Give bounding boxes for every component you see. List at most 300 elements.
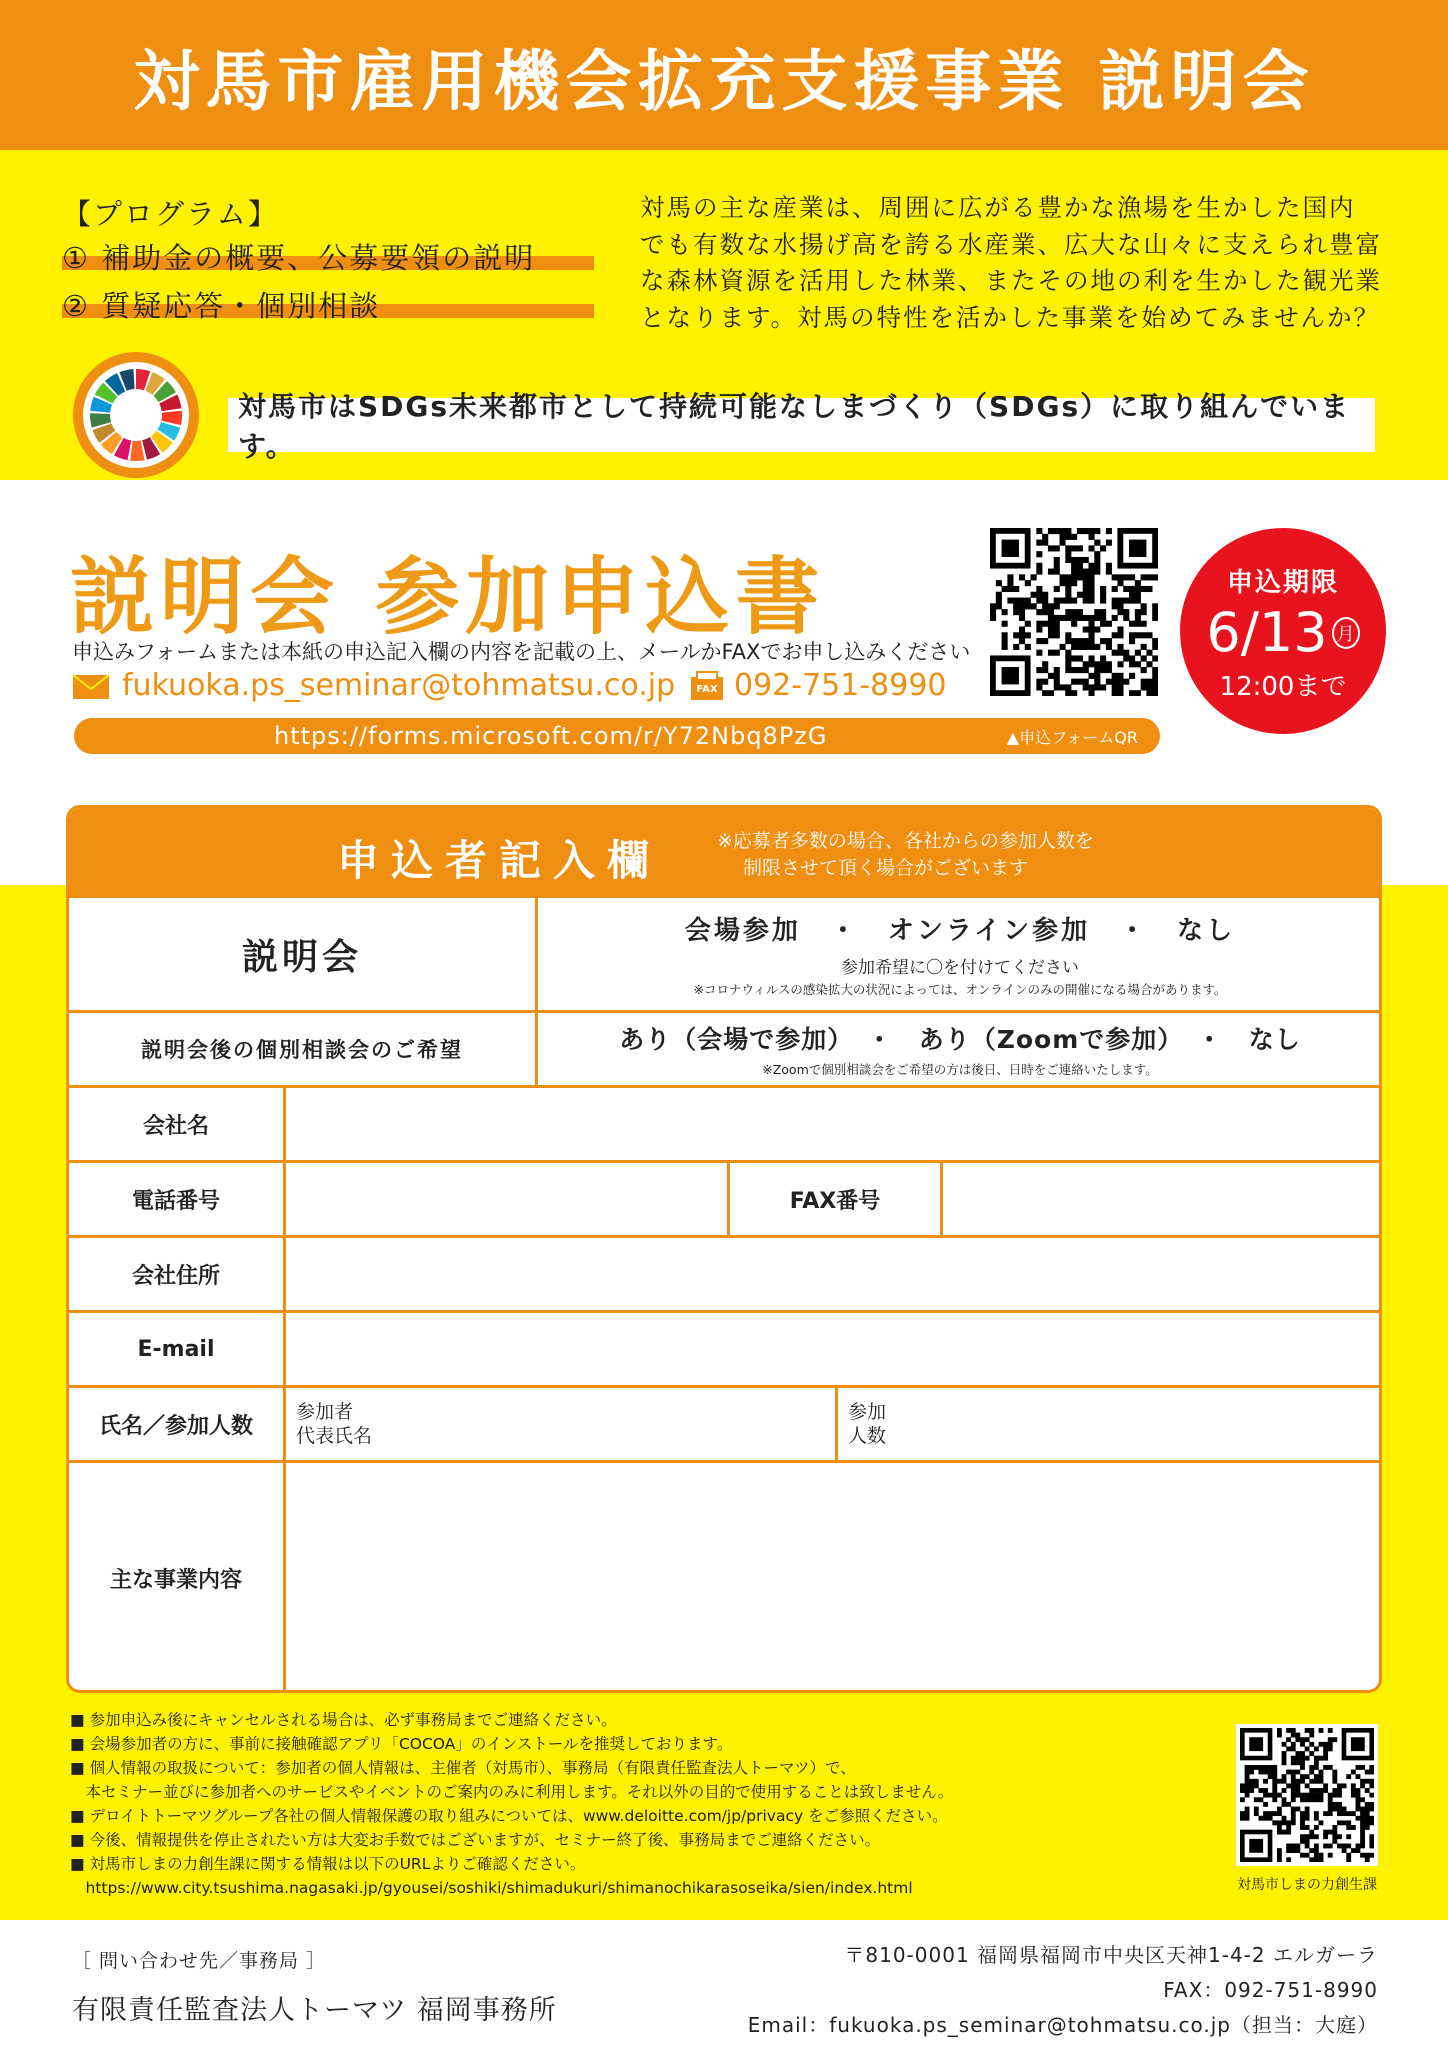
qr-finder [1249,1737,1263,1751]
qr-module [1360,1797,1365,1802]
qr-module [1328,1742,1333,1747]
qr-module [1305,1844,1310,1849]
qr-module [1300,1756,1305,1761]
qr-module [1019,603,1025,609]
grid-line [835,1385,838,1460]
qr-module [1295,1788,1300,1793]
qr-module [1309,1848,1314,1853]
form-header [69,808,1382,898]
qr-module [1356,1774,1361,1779]
qr-module [996,598,1002,604]
qr-module [1094,551,1100,557]
qr-module [1309,1788,1314,1793]
qr-module [1351,1848,1356,1853]
application-qr-code[interactable] [990,528,1158,696]
qr-module [1295,1760,1300,1765]
qr-module [1025,580,1031,586]
qr-module [1309,1793,1314,1798]
company-label: 会社名 [142,1113,209,1139]
qr-module [1083,661,1089,667]
qr-module [1042,603,1048,609]
grid-line [69,1235,1382,1238]
email-field[interactable] [286,1313,1382,1385]
qr-module [1071,644,1077,650]
qr-module [1083,615,1089,621]
qr-module [1077,545,1083,551]
grid-line [69,1385,1382,1388]
qr-module [1036,598,1042,604]
qr-module [1077,667,1083,673]
qr-module [1356,1793,1361,1798]
qr-module [1337,1834,1342,1839]
qr-module [1036,684,1042,690]
qr-module [1240,1788,1245,1793]
qr-module [1100,615,1106,621]
footer [0,1920,1448,2048]
qr-module [1025,603,1031,609]
qr-module [1071,655,1077,661]
contact-org: 有限責任監査法人トーマツ 福岡事務所 [72,1995,557,2026]
qr-module [1277,1811,1282,1816]
qr-module [1300,1765,1305,1770]
phone-field[interactable] [286,1163,727,1235]
qr-module [1286,1844,1291,1849]
qr-module [1328,1765,1333,1770]
qr-module [1106,667,1112,673]
qr-module [1094,684,1100,690]
qr-module [1019,609,1025,615]
qr-module [1013,603,1019,609]
qr-module [1152,609,1158,615]
qr-module [1314,1834,1319,1839]
qr-module [1305,1853,1310,1858]
qr-module [1332,1839,1337,1844]
qr-module [1351,1825,1356,1830]
qr-module [1346,1825,1351,1830]
qr-module [1291,1746,1296,1751]
qr-module [1083,644,1089,650]
application-fax [690,668,947,703]
qr-module [1286,1820,1291,1825]
intro-text [640,190,1385,336]
qr-module [1245,1793,1250,1798]
qr-module [1286,1770,1291,1775]
qr-module [1054,615,1060,621]
qr-module [1152,673,1158,679]
qr-module [1268,1765,1273,1770]
qr-module [1042,540,1048,546]
qr-module [1065,684,1071,690]
qr-module [1328,1802,1333,1807]
qr-module [1025,632,1031,638]
qr-module [1117,650,1123,656]
qr-module [1365,1807,1370,1812]
qr-module [1088,528,1094,534]
qr-module [1328,1797,1333,1802]
qr-module [1291,1797,1296,1802]
city-qr-code[interactable] [1240,1728,1374,1862]
qr-module [1314,1793,1319,1798]
qr-module [1088,586,1094,592]
qr-module [1258,1797,1263,1802]
qr-module [1249,1788,1254,1793]
qr-module [1245,1807,1250,1812]
qr-module [1295,1793,1300,1798]
qr-module [1042,690,1048,696]
qr-module [1117,580,1123,586]
qr-module [1088,574,1094,580]
qr-module [1129,621,1135,627]
qr-module [1123,650,1129,656]
qr-module [1065,667,1071,673]
qr-module [1305,1746,1310,1751]
qr-module [1282,1830,1287,1835]
qr-module [1106,644,1112,650]
qr-module [1129,586,1135,592]
qr-module [1360,1765,1365,1770]
qr-module [1342,1807,1347,1812]
qr-module [1291,1811,1296,1816]
qr-module [1277,1733,1282,1738]
qr-module [1123,655,1129,661]
qr-module [1077,638,1083,644]
qr-module [1065,661,1071,667]
business-field[interactable] [286,1463,1382,1693]
qr-module [1295,1844,1300,1849]
qr-module [1319,1853,1324,1858]
qr-module [1100,586,1106,592]
qr-module [1254,1797,1259,1802]
qr-module [1305,1811,1310,1816]
form-url[interactable]: https://forms.microsoft.com/r/Y72Nbq8PzG [274,722,828,750]
qr-module [1360,1834,1365,1839]
qr-module [1083,592,1089,598]
qr-module [1323,1765,1328,1770]
qr-module [1360,1807,1365,1812]
qr-module [1141,621,1147,627]
seminar-options[interactable]: 会場参加 ・ オンライン参加 ・ なし [684,916,1236,946]
qr-module [1112,679,1118,685]
qr-module [1048,621,1054,627]
qr-module [1319,1788,1324,1793]
qr-module [1282,1816,1287,1821]
fax-icon [690,671,724,701]
qr-module [1060,528,1066,534]
qr-module [1117,684,1123,690]
application-form [66,805,1382,1693]
consultation-options[interactable]: あり（会場で参加） ・ あり（Zoomで参加） ・ なし [619,1025,1301,1054]
qr-module [1065,690,1071,696]
grid-line [69,1160,1382,1163]
qr-module [1065,586,1071,592]
qr-module [1319,1857,1324,1862]
qr-module [1309,1765,1314,1770]
qr-module [1365,1853,1370,1858]
company-field[interactable] [286,1088,1382,1160]
qr-module [1071,598,1077,604]
qr-module [1254,1779,1259,1784]
participant-count-field[interactable] [838,1388,1382,1460]
intro-line: となります。対馬の特性を活かした事業を始めてみませんか？ [640,302,1381,332]
email-address[interactable]: fukuoka.ps_seminar@tohmatsu.co.jp [122,668,676,703]
qr-module [1106,679,1112,685]
qr-module [1141,679,1147,685]
qr-module [1019,638,1025,644]
grid-line [69,1085,1382,1088]
seminar-options-cell[interactable] [535,898,1382,1010]
qr-module [1240,1816,1245,1821]
qr-module [1083,626,1089,632]
qr-module [1036,586,1042,592]
qr-module [1019,626,1025,632]
consultation-options-cell[interactable] [535,1013,1382,1085]
qr-module [1146,650,1152,656]
qr-module [1300,1820,1305,1825]
qr-module [1258,1788,1263,1793]
qr-module [1328,1746,1333,1751]
grid-line [727,1160,730,1235]
qr-module [1328,1844,1333,1849]
qr-module [1291,1816,1296,1821]
qr-module [1286,1728,1291,1733]
qr-module [1065,609,1071,615]
qr-module [1360,1825,1365,1830]
qr-module [1277,1830,1282,1835]
qr-module [1337,1807,1342,1812]
qr-module [1360,1820,1365,1825]
qr-module [1295,1770,1300,1775]
qr-module [1268,1793,1273,1798]
qr-module [1365,1788,1370,1793]
qr-module [1094,557,1100,563]
note-item: ■ 今後、情報提供を停止されたい方は大変お手数ではございますが、セミナー終了後、事務局までご連絡ください。 [70,1831,881,1849]
qr-module [1077,615,1083,621]
qr-module [1268,1816,1273,1821]
qr-module [1100,638,1106,644]
qr-module [1088,690,1094,696]
qr-module [1319,1728,1324,1733]
qr-module [1106,563,1112,569]
qr-module [1013,644,1019,650]
qr-module [1002,632,1008,638]
qr-module [1309,1779,1314,1784]
qr-module [1077,679,1083,685]
note-item: ■ 参加申込み後にキャンセルされる場合は、必ず事務局までご連絡ください。 [70,1711,617,1729]
qr-module [1254,1807,1259,1812]
qr-module [1245,1765,1250,1770]
qr-module [1300,1737,1305,1742]
qr-module [1314,1797,1319,1802]
qr-module [1295,1807,1300,1812]
qr-module [1141,632,1147,638]
qr-module [1365,1779,1370,1784]
qr-module [1356,1802,1361,1807]
qr-module [1054,603,1060,609]
qr-module [1282,1742,1287,1747]
qr-module [1309,1797,1314,1802]
qr-module [1123,679,1129,685]
form-heading: 申込者記入欄 [337,836,662,885]
qr-module [1117,598,1123,604]
qr-module [1141,667,1147,673]
qr-module [1071,621,1077,627]
form-heading-note [717,828,1094,882]
qr-module [1365,1820,1370,1825]
qr-module [1054,586,1060,592]
qr-module [1360,1844,1365,1849]
qr-module [1272,1765,1277,1770]
mail-icon [72,673,110,699]
qr-module [1323,1788,1328,1793]
qr-module [1272,1793,1277,1798]
qr-module [1007,598,1013,604]
representative-field[interactable] [286,1388,835,1460]
qr-module [1305,1756,1310,1761]
qr-module [1263,1802,1268,1807]
contact-email[interactable]: Email：fukuoka.ps_seminar@tohmatsu.co.jp（担当：大庭） [747,2013,1378,2037]
qr-module [1088,580,1094,586]
qr-module [1332,1788,1337,1793]
qr-module [1314,1765,1319,1770]
qr-module [1295,1783,1300,1788]
qr-module [1152,684,1158,690]
qr-module [1094,667,1100,673]
qr-module [1054,684,1060,690]
qr-module [1141,586,1147,592]
qr-module [1112,632,1118,638]
qr-module [1328,1853,1333,1858]
qr-module [1036,540,1042,546]
page-title: 対馬市雇用機会拡充支援事業 説明会 [133,42,1315,120]
qr-module [1291,1760,1296,1765]
qr-module [1019,615,1025,621]
email-label: E-mail [137,1336,215,1362]
qr-module [1094,673,1100,679]
qr-module [1094,679,1100,685]
application-email[interactable] [72,668,675,703]
qr-module [1305,1774,1310,1779]
qr-module [1314,1756,1319,1761]
fax-number: 092-751-8990 [734,668,947,703]
qr-module [1369,1816,1374,1821]
qr-module [1295,1848,1300,1853]
qr-module [1117,661,1123,667]
qr-module [1263,1770,1268,1775]
qr-module [1112,690,1118,696]
qr-module [1272,1797,1277,1802]
qr-module [1300,1816,1305,1821]
qr-module [1365,1857,1370,1862]
qr-module [1346,1811,1351,1816]
qr-module [1060,598,1066,604]
qr-module [1291,1783,1296,1788]
qr-module [1309,1733,1314,1738]
qr-module [1065,598,1071,604]
qr-module [1282,1779,1287,1784]
qr-module [1083,667,1089,673]
qr-module [1117,644,1123,650]
application-title: 説明会 参加申込書 [70,548,826,646]
qr-module [1332,1825,1337,1830]
qr-module [1100,655,1106,661]
qr-module [1300,1760,1305,1765]
qr-module [1305,1834,1310,1839]
qr-module [1065,528,1071,534]
qr-module [1094,615,1100,621]
qr-module [1282,1751,1287,1756]
qr-module [1300,1853,1305,1858]
qr-module [1263,1816,1268,1821]
qr-module [1054,557,1060,563]
qr-module [1071,690,1077,696]
qr-module [1291,1848,1296,1853]
qr-module [1314,1779,1319,1784]
rep-label-line: 代表氏名 [296,1425,373,1447]
qr-module [1088,621,1094,627]
qr-module [1249,1779,1254,1784]
contact-label: ［ 問い合わせ先／事務局 ］ [72,1950,327,1972]
qr-module [1112,673,1118,679]
qr-module [1360,1811,1365,1816]
qr-module [1002,586,1008,592]
qr-module [1094,661,1100,667]
qr-module [1258,1816,1263,1821]
qr-module [1245,1783,1250,1788]
city-qr-caption: 対馬市しまの力創生課 [1237,1877,1377,1893]
qr-module [1002,644,1008,650]
qr-module [1332,1774,1337,1779]
qr-module [1365,1825,1370,1830]
qr-module [1036,569,1042,575]
qr-module [1332,1770,1337,1775]
qr-module [1249,1770,1254,1775]
header-band [0,0,1448,150]
qr-module [1346,1853,1351,1858]
qr-module [1031,603,1037,609]
address-field[interactable] [286,1238,1382,1310]
qr-module [1007,574,1013,580]
fax-no-field[interactable] [943,1163,1382,1235]
qr-module [1042,667,1048,673]
qr-module [1129,673,1135,679]
qr-module [1319,1793,1324,1798]
program-item-1: ① 補助金の概要、公募要領の説明 [62,241,536,275]
qr-module [1342,1820,1347,1825]
qr-module [1042,534,1048,540]
qr-module [1282,1788,1287,1793]
qr-module [1088,661,1094,667]
note-url[interactable]: https://www.city.tsushima.nagasaki.jp/gyousei/soshiki/shimadukuri/shimanochikarasoseika/sien/index.html [70,1879,913,1897]
qr-module [1100,667,1106,673]
qr-module [1369,1770,1374,1775]
qr-module [1319,1774,1324,1779]
qr-module [1042,598,1048,604]
qr-module [1346,1834,1351,1839]
qr-module [1337,1793,1342,1798]
contact-address: 〒810-0001 福岡県福岡市中央区天神1-4-2 エルガーラ [844,1943,1378,1967]
qr-module [1323,1830,1328,1835]
qr-module [1282,1820,1287,1825]
qr-module [1309,1857,1314,1862]
qr-module [1323,1834,1328,1839]
note-item: 本セミナー並びに参加者へのサービスやイベントのご案内のみに利用します。それ以外の目的で使用することは致しません。 [70,1783,954,1801]
qr-module [1332,1834,1337,1839]
qr-module [1356,1765,1361,1770]
qr-module [1286,1830,1291,1835]
qr-module [996,580,1002,586]
qr-module [1135,690,1141,696]
qr-module [1314,1825,1319,1830]
